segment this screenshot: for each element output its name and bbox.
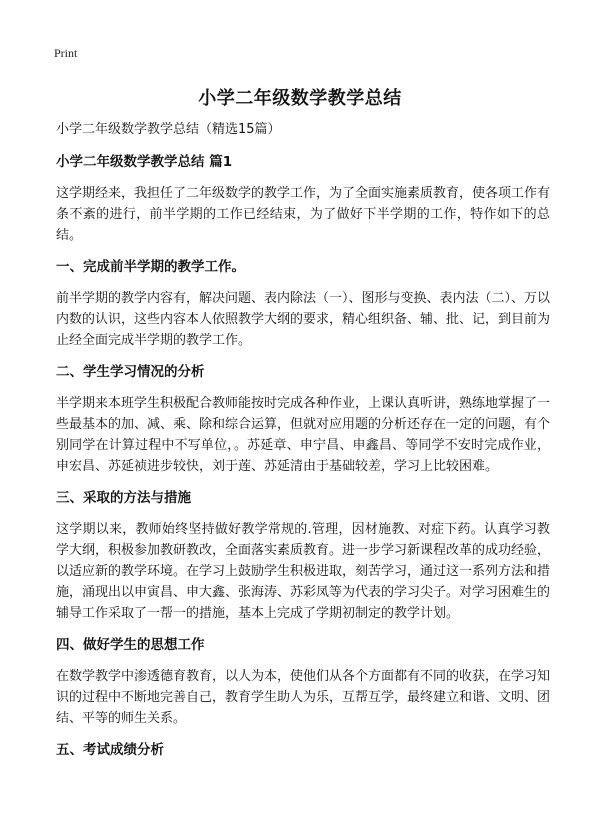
section-heading-2: 二、学生学习情况的分析 — [56, 364, 205, 380]
section-heading-3: 三、采取的方法与措施 — [56, 490, 191, 506]
intro-paragraph: 这学期经来，我担任了二年级数学的教学工作，为了全面实施素质教育，使各项工作有条不紊的进行，前半学期的工作已经结束，为了做好下半学期的工作，特作如下的总结。 — [56, 186, 551, 243]
article-heading: 小学二年级数学教学总结 篇1 — [56, 154, 233, 170]
section-body-1: 前半学期的教学内容有，解决问题、表内除法（一）、图形与变换、表内法（二）、万以内数的认识，这些内容本人依照教学大纲的要求，精心组织备、辅、批、记，到目前为止经全面完成半学期的教学工作。 — [56, 291, 551, 348]
print-link[interactable]: Print — [54, 46, 78, 60]
section-body-2: 半学期来本班学生积极配合教师能按时完成各种作业，上课认真听讲，熟练地掌握了一些最基本的加、减、乘、除和综合运算，但就对应用题的分析还存在一定的问题，有个别同学在计算过程中不写单位，。苏延章、申宁昌、申鑫昌、等同学不安时完成作业，申宏昌、苏延祯进步较快，刘于莲、苏延清由于基础较差，学习上比较困难。 — [56, 396, 551, 474]
document-body — [56, 120, 550, 771]
page-title: 小学二年级数学教学总结 — [198, 88, 402, 109]
section-body-3: 这学期以来，教师始终坚持做好教学常规的.管理，因材施教、对症下药。认真学习教学大纲，积极参加教研教改，全面落实素质教育。进一步学习新课程改革的成功经验，以适应新的教学环境。在学习上鼓励学生积极进取，刻苦学习，通过这一系列方法和措施，涌现出以申寅昌、申大鑫、张海涛、苏彩凤等为代表的学习尖子。对学习困难生的辅导工作采取了一帮一的措施，基本上完成了学期初制定的教学计划。 — [56, 522, 551, 621]
section-body-4: 在数学教学中渗透德育教育，以人为本，使他们从各个方面都有不同的收获，在学习知识的过程中不断地完善自己，教育学生助人为乐，互帮互学，最终建立和谐、文明、团结、平等的师生关系。 — [56, 669, 551, 726]
section-heading-5: 五、考试成绩分析 — [56, 742, 164, 758]
section-heading-1: 一、完成前半学期的教学工作。 — [56, 259, 245, 275]
section-heading-4: 四、做好学生的思想工作 — [56, 637, 205, 653]
document-subtitle: 小学二年级数学教学总结（精选15篇） — [56, 122, 281, 137]
